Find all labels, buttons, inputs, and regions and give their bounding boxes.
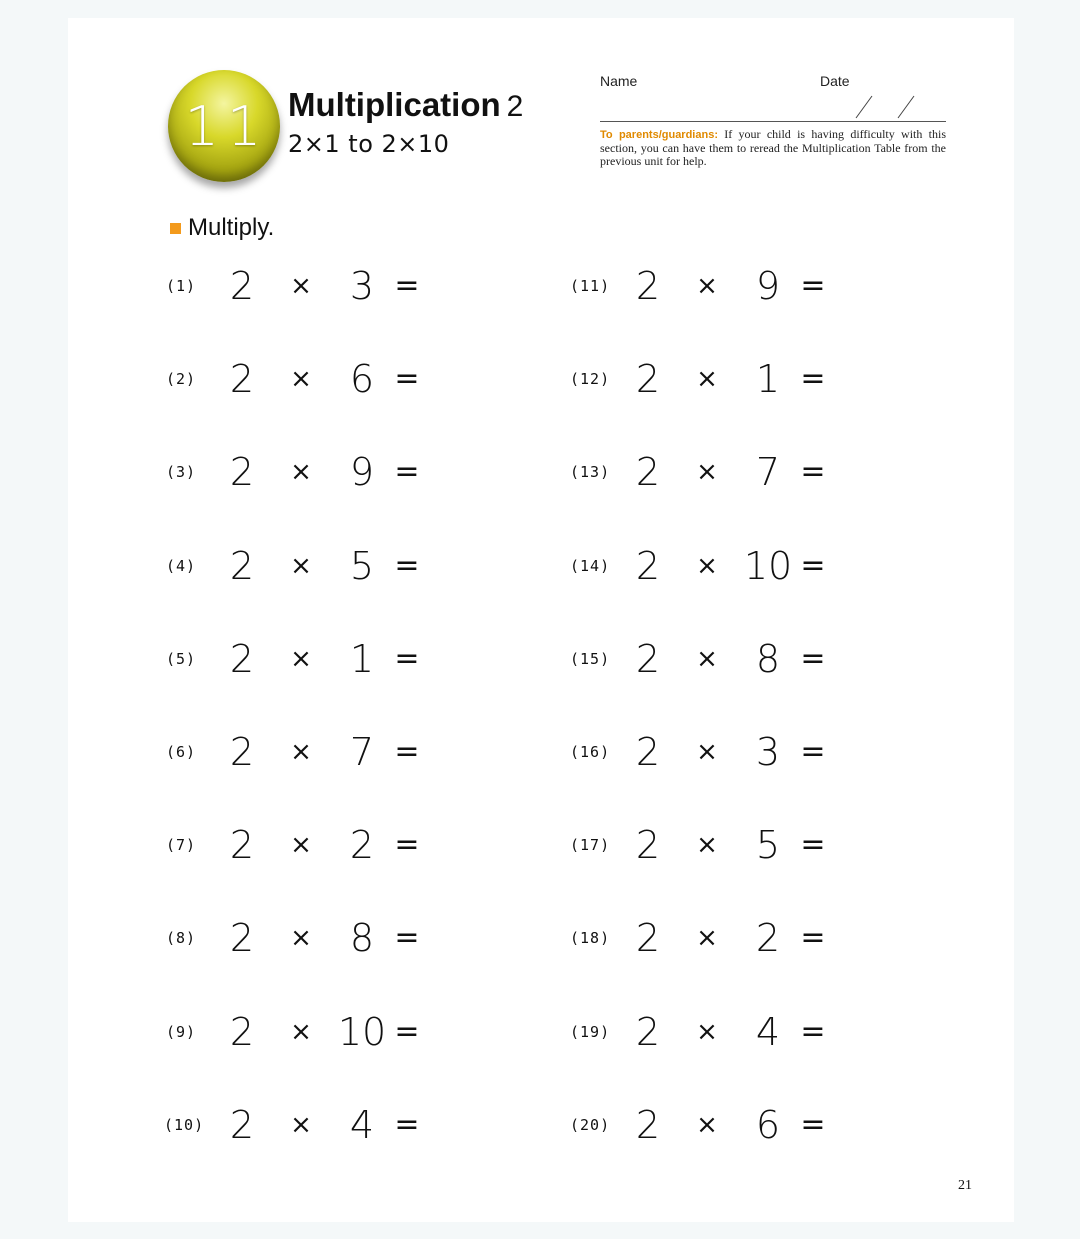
times-sign: ×	[696, 830, 718, 861]
problem-number: (6)	[165, 743, 197, 761]
times-sign: ×	[696, 550, 718, 581]
problem-number: (8)	[165, 929, 197, 948]
unit-title	[288, 88, 523, 122]
problem-item	[570, 916, 870, 960]
multiplicand: 2	[229, 543, 255, 588]
multiplicand: 2	[229, 730, 255, 774]
problem-item	[570, 264, 870, 308]
problem-item	[570, 450, 870, 494]
problem-item	[164, 264, 464, 308]
unit-number: 11	[184, 94, 270, 158]
multiplier: 3	[755, 730, 781, 774]
multiplicand: 2	[635, 636, 661, 681]
equals-sign: =	[800, 920, 826, 956]
problem-item	[164, 544, 464, 588]
times-sign: ×	[290, 643, 312, 674]
problem-item	[164, 823, 464, 867]
equals-sign: =	[394, 1013, 420, 1049]
times-sign: ×	[290, 364, 312, 395]
problem-number: (2)	[165, 370, 197, 389]
times-sign: ×	[290, 1016, 312, 1047]
multiplier: 8	[755, 636, 781, 681]
problem-number: (7)	[165, 836, 197, 855]
problem-number: (11)	[570, 277, 611, 295]
problem-item	[570, 637, 870, 681]
instruction	[170, 214, 274, 242]
multiplicand: 2	[635, 823, 661, 868]
times-sign: ×	[696, 923, 718, 954]
multiplier: 7	[349, 730, 375, 774]
times-sign: ×	[290, 737, 312, 767]
multiplicand: 2	[635, 543, 661, 588]
unit-title-number: 2	[506, 90, 524, 123]
multiplicand: 2	[635, 450, 661, 495]
problem-number: (16)	[570, 743, 611, 761]
multiplicand: 2	[229, 823, 255, 868]
unit-title-text: Multiplication	[288, 86, 501, 123]
multiplier: 6	[349, 357, 375, 402]
multiplier: 9	[349, 450, 375, 495]
multiplier: 10	[337, 1009, 387, 1054]
times-sign: ×	[696, 1109, 718, 1140]
equals-sign: =	[800, 361, 826, 397]
multiplier: 4	[349, 1102, 375, 1147]
multiplier: 7	[755, 450, 781, 495]
problem-number: (1)	[165, 277, 197, 295]
equals-sign: =	[394, 454, 420, 490]
multiplier: 2	[755, 916, 781, 961]
name-date-line[interactable]	[600, 121, 946, 122]
equals-sign: =	[800, 827, 826, 863]
unit-badge	[168, 70, 280, 182]
multiplicand: 2	[635, 1102, 661, 1147]
times-sign: ×	[290, 271, 312, 301]
multiplicand: 2	[229, 357, 255, 402]
equals-sign: =	[800, 1013, 826, 1049]
problem-number: (4)	[165, 556, 197, 575]
multiplicand: 2	[229, 1009, 255, 1054]
multiplicand: 2	[635, 1009, 661, 1054]
multiplicand: 2	[635, 264, 661, 308]
multiplicand: 2	[229, 636, 255, 681]
multiplier: 4	[755, 1009, 781, 1054]
multiplicand: 2	[635, 357, 661, 402]
worksheet-page	[68, 18, 1014, 1222]
multiplier: 1	[755, 357, 781, 402]
multiplier: 8	[349, 916, 375, 961]
multiplier: 1	[349, 636, 375, 681]
equals-sign: =	[800, 734, 826, 769]
problem-item	[570, 823, 870, 867]
equals-sign: =	[394, 734, 420, 769]
problem-number: (10)	[164, 1115, 205, 1134]
multiplicand: 2	[229, 1102, 255, 1147]
times-sign: ×	[696, 643, 718, 674]
problem-number: (19)	[570, 1022, 611, 1041]
equals-sign: =	[394, 640, 420, 676]
problem-item	[164, 357, 464, 401]
multiplicand: 2	[635, 916, 661, 961]
problem-number: (3)	[165, 463, 197, 482]
equals-sign: =	[394, 1106, 420, 1142]
unit-subtitle: 2×1 to 2×10	[288, 130, 450, 158]
equals-sign: =	[394, 920, 420, 956]
equals-sign: =	[394, 361, 420, 397]
multiplier: 10	[743, 543, 793, 588]
problem-number: (18)	[570, 929, 611, 948]
multiplier: 3	[349, 264, 375, 308]
problem-number: (5)	[165, 649, 197, 668]
problem-number: (9)	[165, 1022, 197, 1041]
multiplier: 9	[755, 264, 781, 308]
problem-number: (12)	[570, 370, 611, 389]
problem-number: (15)	[570, 649, 611, 668]
equals-sign: =	[800, 547, 826, 583]
problem-item	[164, 1010, 464, 1054]
problem-number: (14)	[570, 556, 611, 575]
times-sign: ×	[290, 923, 312, 954]
problem-item	[164, 730, 464, 774]
equals-sign: =	[800, 640, 826, 676]
problem-item	[164, 450, 464, 494]
equals-sign: =	[800, 268, 826, 303]
date-label: Date	[820, 73, 850, 89]
times-sign: ×	[696, 457, 718, 488]
multiplicand: 2	[635, 730, 661, 774]
date-slashes	[852, 94, 922, 120]
multiplicand: 2	[229, 450, 255, 495]
times-sign: ×	[696, 1016, 718, 1047]
times-sign: ×	[696, 737, 718, 767]
times-sign: ×	[696, 364, 718, 395]
parents-note-label: To parents/guardians:	[600, 129, 718, 141]
equals-sign: =	[394, 827, 420, 863]
problem-item	[570, 1010, 870, 1054]
problem-number: (20)	[570, 1115, 611, 1134]
times-sign: ×	[290, 457, 312, 488]
problem-item	[570, 730, 870, 774]
problem-number: (13)	[570, 463, 611, 482]
times-sign: ×	[290, 550, 312, 581]
name-label: Name	[600, 73, 638, 89]
times-sign: ×	[290, 830, 312, 861]
parents-note-text: If your child is having difficulty with this section, you can have them to reread the Multiplication Table from the previous unit for help.	[600, 127, 946, 168]
parents-note	[600, 128, 946, 168]
equals-sign: =	[800, 1106, 826, 1142]
equals-sign: =	[394, 268, 420, 303]
square-bullet-icon	[170, 223, 181, 234]
problem-item	[570, 357, 870, 401]
multiplier: 2	[349, 823, 375, 868]
instruction-text: Multiply.	[188, 214, 275, 241]
title-block	[288, 88, 523, 158]
multiplier: 6	[755, 1102, 781, 1147]
multiplier: 5	[349, 543, 375, 588]
page-number: 21	[958, 1178, 972, 1193]
equals-sign: =	[394, 547, 420, 583]
multiplicand: 2	[229, 916, 255, 961]
times-sign: ×	[696, 271, 718, 301]
multiplicand: 2	[229, 264, 255, 308]
problem-number: (17)	[570, 836, 611, 855]
problem-item	[570, 1103, 870, 1147]
multiplier: 5	[755, 823, 781, 868]
problem-item	[164, 916, 464, 960]
times-sign: ×	[290, 1109, 312, 1140]
equals-sign: =	[800, 454, 826, 490]
problem-item	[570, 544, 870, 588]
problem-item	[164, 1103, 464, 1147]
problem-item	[164, 637, 464, 681]
